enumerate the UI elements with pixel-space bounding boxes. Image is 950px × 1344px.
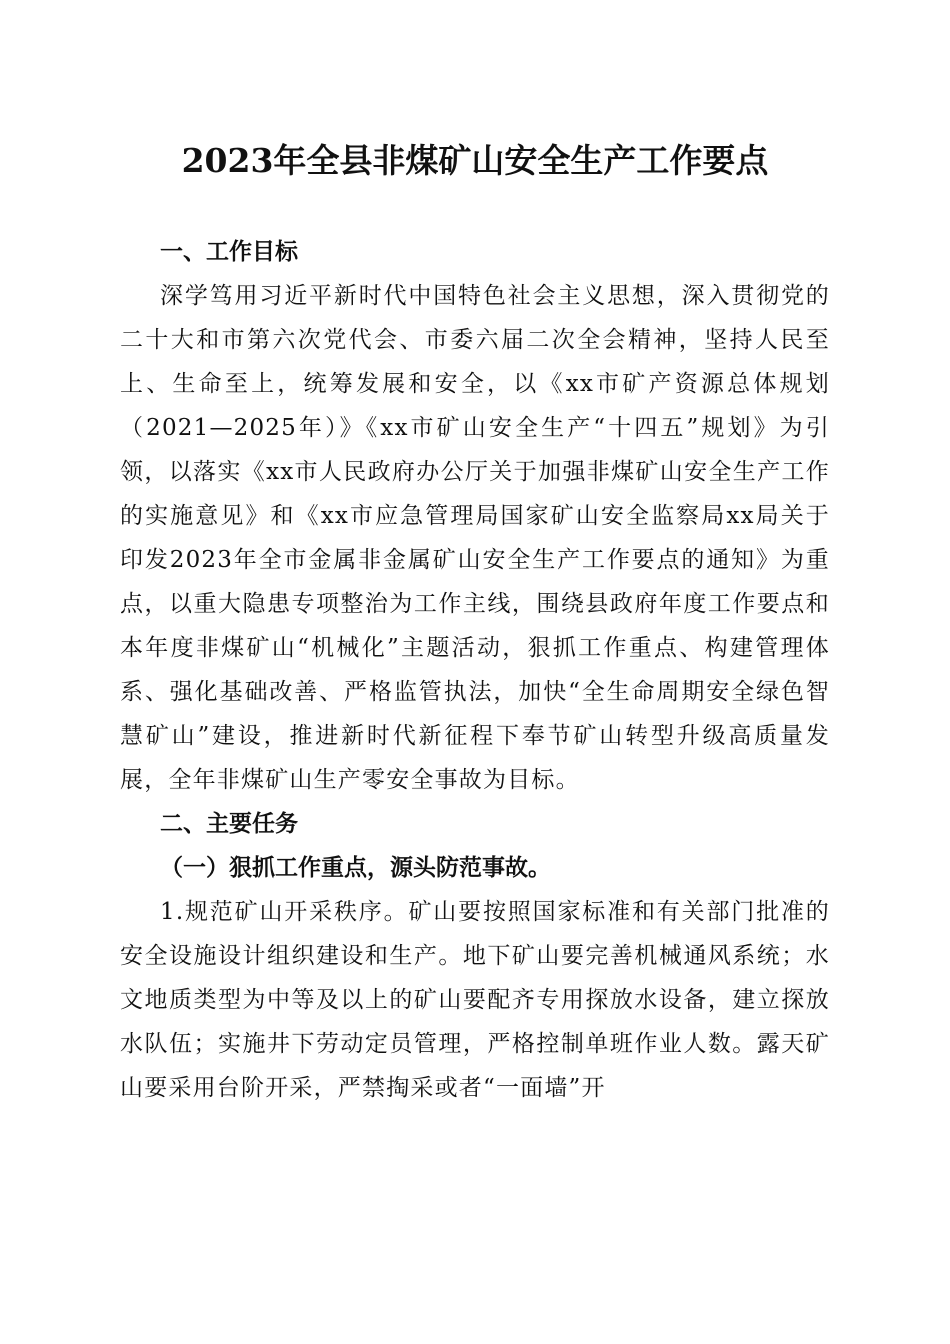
section-paragraph-goals: 深学笃用习近平新时代中国特色社会主义思想，深入贯彻党的二十大和市第六次党代会、市委六届二次全会精神，坚持人民至上、生命至上，统筹发展和安全，以《xx市矿产资源总体规划（2021—2025年）》《xx市矿山安全生产“十四五”规划》为引领，以落实《xx市人民政府办公厅关于加强非煤矿山安全生产工作的实施意见》和《xx市应急管理局国家矿山安全监察局xx局关于印发2023年全市金属非金属矿山安全生产工作要点的通知》为重点，以重大隐患专项整治为工作主线，围绕县政府年度工作要点和本年度非煤矿山“机械化”主题活动，狠抓工作重点、构建管理体系、强化基础改善、严格监管执法，加快“全生命周期安全绿色智慧矿山”建设，推进新时代新征程下奉节矿山转型升级高质量发展，全年非煤矿山生产零安全事故为目标。 <box>120 283 830 793</box>
document-body <box>120 230 830 1110</box>
subsection-heading-1: （一）狠抓工作重点，源头防范事故。 <box>160 854 551 881</box>
document-title: 2023年全县非煤矿山安全生产工作要点 <box>181 141 769 180</box>
section-heading-tasks: 二、主要任务 <box>160 811 298 837</box>
item-paragraph-1: 1.规范矿山开采秩序。矿山要按照国家标准和有关部门批准的安全设施设计组织建设和生产。地下矿山要完善机械通风系统；水文地质类型为中等及以上的矿山要配齐专用探放水设备，建立探放水队伍；实施井下劳动定员管理，严格控制单班作业人数。露天矿山要采用台阶开采，严禁掏采或者“一面墙”开 <box>120 899 830 1101</box>
section-heading-goals: 一、工作目标 <box>160 239 298 265</box>
